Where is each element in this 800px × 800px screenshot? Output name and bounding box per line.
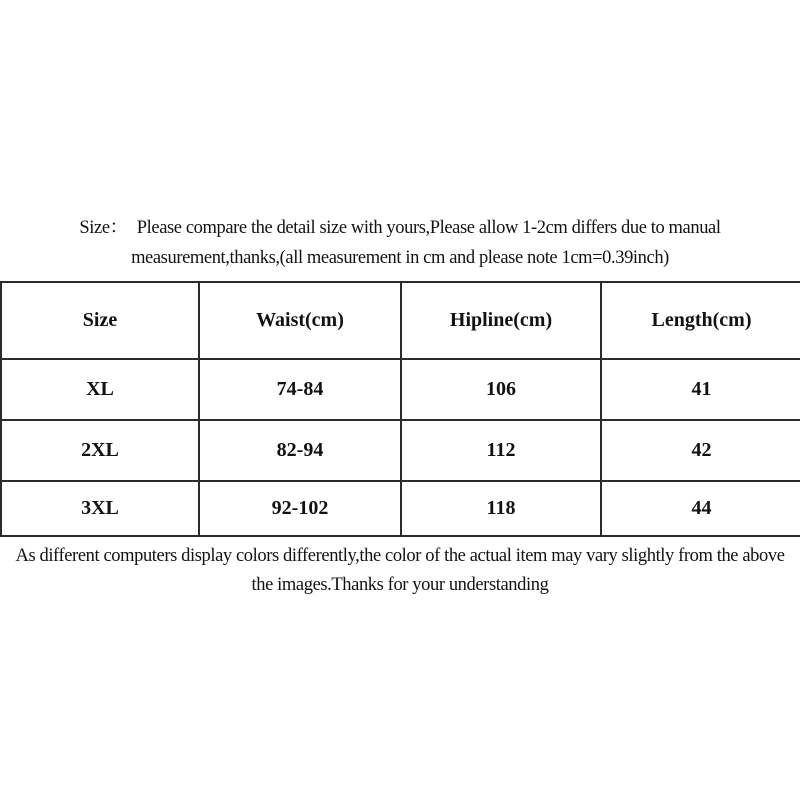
disclaimer-text-2: the images.Thanks for your understanding	[251, 575, 549, 595]
cell-waist-3xl: 92-102	[199, 481, 401, 536]
size-note	[0, 213, 800, 273]
header-length: Length(cm)	[601, 282, 800, 359]
size-note-text-2: measurement,thanks,(all measurement in cm and please note 1cm=0.39inch)	[131, 248, 669, 268]
table-row-xl	[1, 359, 800, 420]
cell-length-xl: 41	[601, 359, 800, 420]
cell-hipline-3xl: 118	[401, 481, 601, 536]
size-note-text: Please compare the detail size with yours,Please allow 1-2cm differs due to manual	[136, 218, 721, 238]
cell-waist-xl: 74-84	[199, 359, 401, 420]
cell-size-xl: XL	[1, 359, 199, 420]
size-note-line-1	[0, 213, 800, 243]
header-waist: Waist(cm)	[199, 282, 401, 359]
disclaimer-text-1: As different computers display colors differently,the color of the actual item may vary slightly from the above	[15, 546, 785, 566]
cell-size-2xl: 2XL	[1, 420, 199, 481]
cell-length-3xl: 44	[601, 481, 800, 536]
cell-hipline-2xl: 112	[401, 420, 601, 481]
disclaimer-line-1	[0, 542, 800, 571]
header-size: Size	[1, 282, 199, 359]
size-note-label: Size：	[79, 218, 128, 238]
table-row-2xl	[1, 420, 800, 481]
size-table	[0, 281, 800, 537]
color-disclaimer	[0, 542, 800, 600]
cell-waist-2xl: 82-94	[199, 420, 401, 481]
cell-size-3xl: 3XL	[1, 481, 199, 536]
disclaimer-line-2	[0, 571, 800, 600]
cell-length-2xl: 42	[601, 420, 800, 481]
cell-hipline-xl: 106	[401, 359, 601, 420]
table-row-3xl	[1, 481, 800, 536]
header-hipline: Hipline(cm)	[401, 282, 601, 359]
size-note-line-2	[0, 243, 800, 273]
size-table-header-row	[1, 282, 800, 359]
